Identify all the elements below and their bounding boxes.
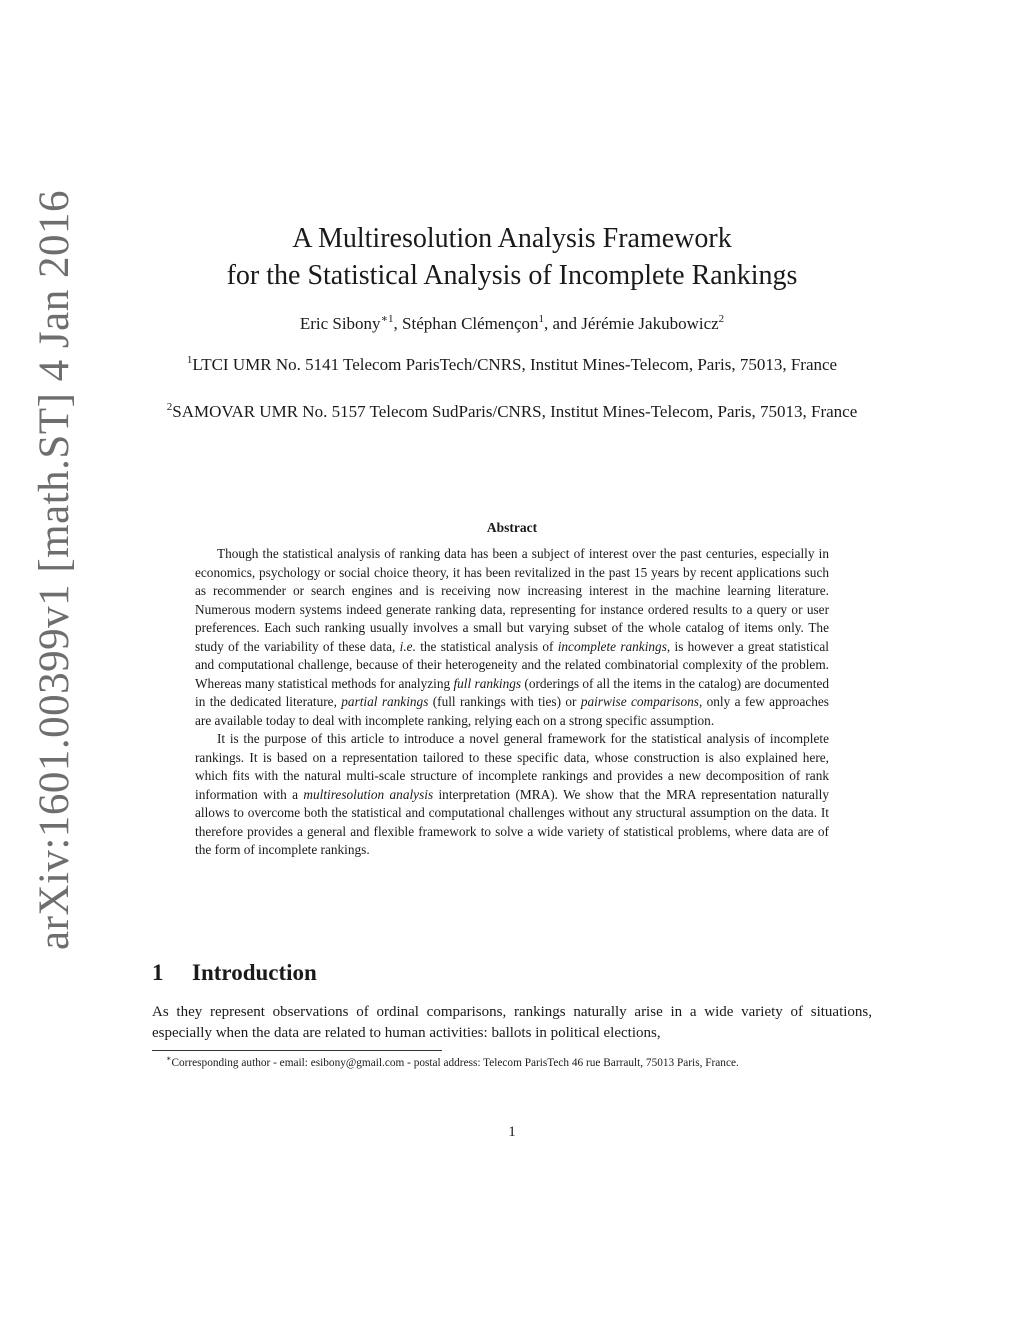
author-clemencon: Stéphan Clémençon (402, 314, 539, 333)
author-separator: , (393, 314, 403, 333)
introduction-paragraph: As they represent observations of ordinal comparisons, rankings naturally arise in a wide variety of situations, especially when the data are related to human activities: ballots in political elections, (152, 1004, 872, 1041)
abstract-emphasis: pairwise comparisons (580, 694, 699, 709)
affiliation-1-text: LTCI UMR No. 5141 Telecom ParisTech/CNRS, Institut Mines-Telecom, Paris, 75013, France (192, 355, 838, 374)
paper-title (150, 220, 874, 294)
abstract-emphasis: i.e. (399, 638, 416, 654)
abstract-text: , is however a great statistical and computational challenge, because of their heterogeneity and the related combinatorial complexity of the problem. Whereas many statistical methods for analyzing (195, 638, 829, 691)
arxiv-identifier-stamp: arXiv:1601.00399v1 [math.ST] 4 Jan 2016 (31, 190, 78, 950)
affiliation-1 (150, 353, 874, 377)
abstract-emphasis: partial rankings (341, 694, 429, 709)
section-number: 1 (152, 960, 164, 985)
author-separator-and: , and (544, 314, 582, 333)
abstract-text: It is the purpose of this article to introduce a novel general framework for the statistical analysis of incomplete rankings. It is based on a representation tailored to these specific data, whose construction is also explained here, which fits with the natural multi-scale structure of incomplete rankings and provides a new decomposition of rank information with a (195, 731, 829, 802)
abstract-heading: Abstract (486, 520, 538, 535)
abstract-text: the statistical analysis of (415, 638, 558, 654)
affiliation-2-text: SAMOVAR UMR No. 5157 Telecom SudParis/CNRS, Institut Mines-Telecom, Paris, 75013, France (172, 402, 858, 421)
abstract-paragraph-1 (195, 545, 829, 730)
section-title: Introduction (192, 960, 317, 985)
author-jakubowicz: Jérémie Jakubowicz (581, 314, 719, 333)
footnote-divider (152, 1050, 442, 1051)
footnote-text: Corresponding author - email: esibony@gmail.com - postal address: Telecom ParisTech 46 rue Barrault, 75013 Paris, France. (171, 1057, 739, 1069)
author-list (150, 312, 874, 336)
abstract-text: (full rankings with ties) or (428, 694, 581, 709)
section-heading-introduction (152, 960, 317, 986)
author-clemencon-mark: 1 (538, 313, 544, 325)
abstract-text: Though the statistical analysis of ranking data has been a subject of interest over the past centuries, especially in economics, psychology or social choice theory, it has been revitalized in the past 15 years by recent applications such as recommender or search engines and is receiving now increasing interest in the machine learning literature. Numerous modern systems indeed generate ranking data, representing for instance ordered results to a query or user preferences. Each such ranking usually involves a small but varying subset of the whole catalog of items only. The study of the variability of these data, (195, 546, 829, 654)
abstract-text: interpretation (MRA). We show that the MRA representation naturally allows to overcome both the statistical and computational challenges without any structural assumption on the data. It therefore provides a general and flexible framework to solve a wide variety of statistical problems, where data are of the form of incomplete rankings. (195, 786, 829, 857)
author-jakubowicz-mark: 2 (718, 313, 725, 325)
abstract-body (195, 545, 829, 860)
abstract-text: , only a few approaches are available today to deal with incomplete ranking, relying each on a strong specific assumption. (195, 694, 829, 728)
affiliation-1-mark: 1 (186, 354, 193, 366)
author-sibony: Eric Sibony (299, 314, 381, 333)
abstract-emphasis: multiresolution analysis (303, 786, 434, 802)
footnote-mark: ∗ (166, 1054, 172, 1063)
page-number: 1 (508, 1124, 516, 1140)
affiliation-2 (150, 400, 874, 424)
affiliation-2-mark: 2 (166, 401, 173, 413)
abstract-paragraph-2 (195, 730, 829, 860)
title-line-2: for the Statistical Analysis of Incomplete Rankings (226, 260, 798, 291)
title-line-1: A Multiresolution Analysis Framework (292, 223, 732, 254)
abstract-text: (orderings of all the items in the catalog) are documented in the dedicated literature, (195, 675, 830, 709)
abstract-emphasis: incomplete rankings (557, 638, 667, 654)
abstract-emphasis: full rankings (453, 675, 522, 691)
author-sibony-mark: ∗1 (380, 313, 394, 325)
footnote (152, 1055, 872, 1071)
